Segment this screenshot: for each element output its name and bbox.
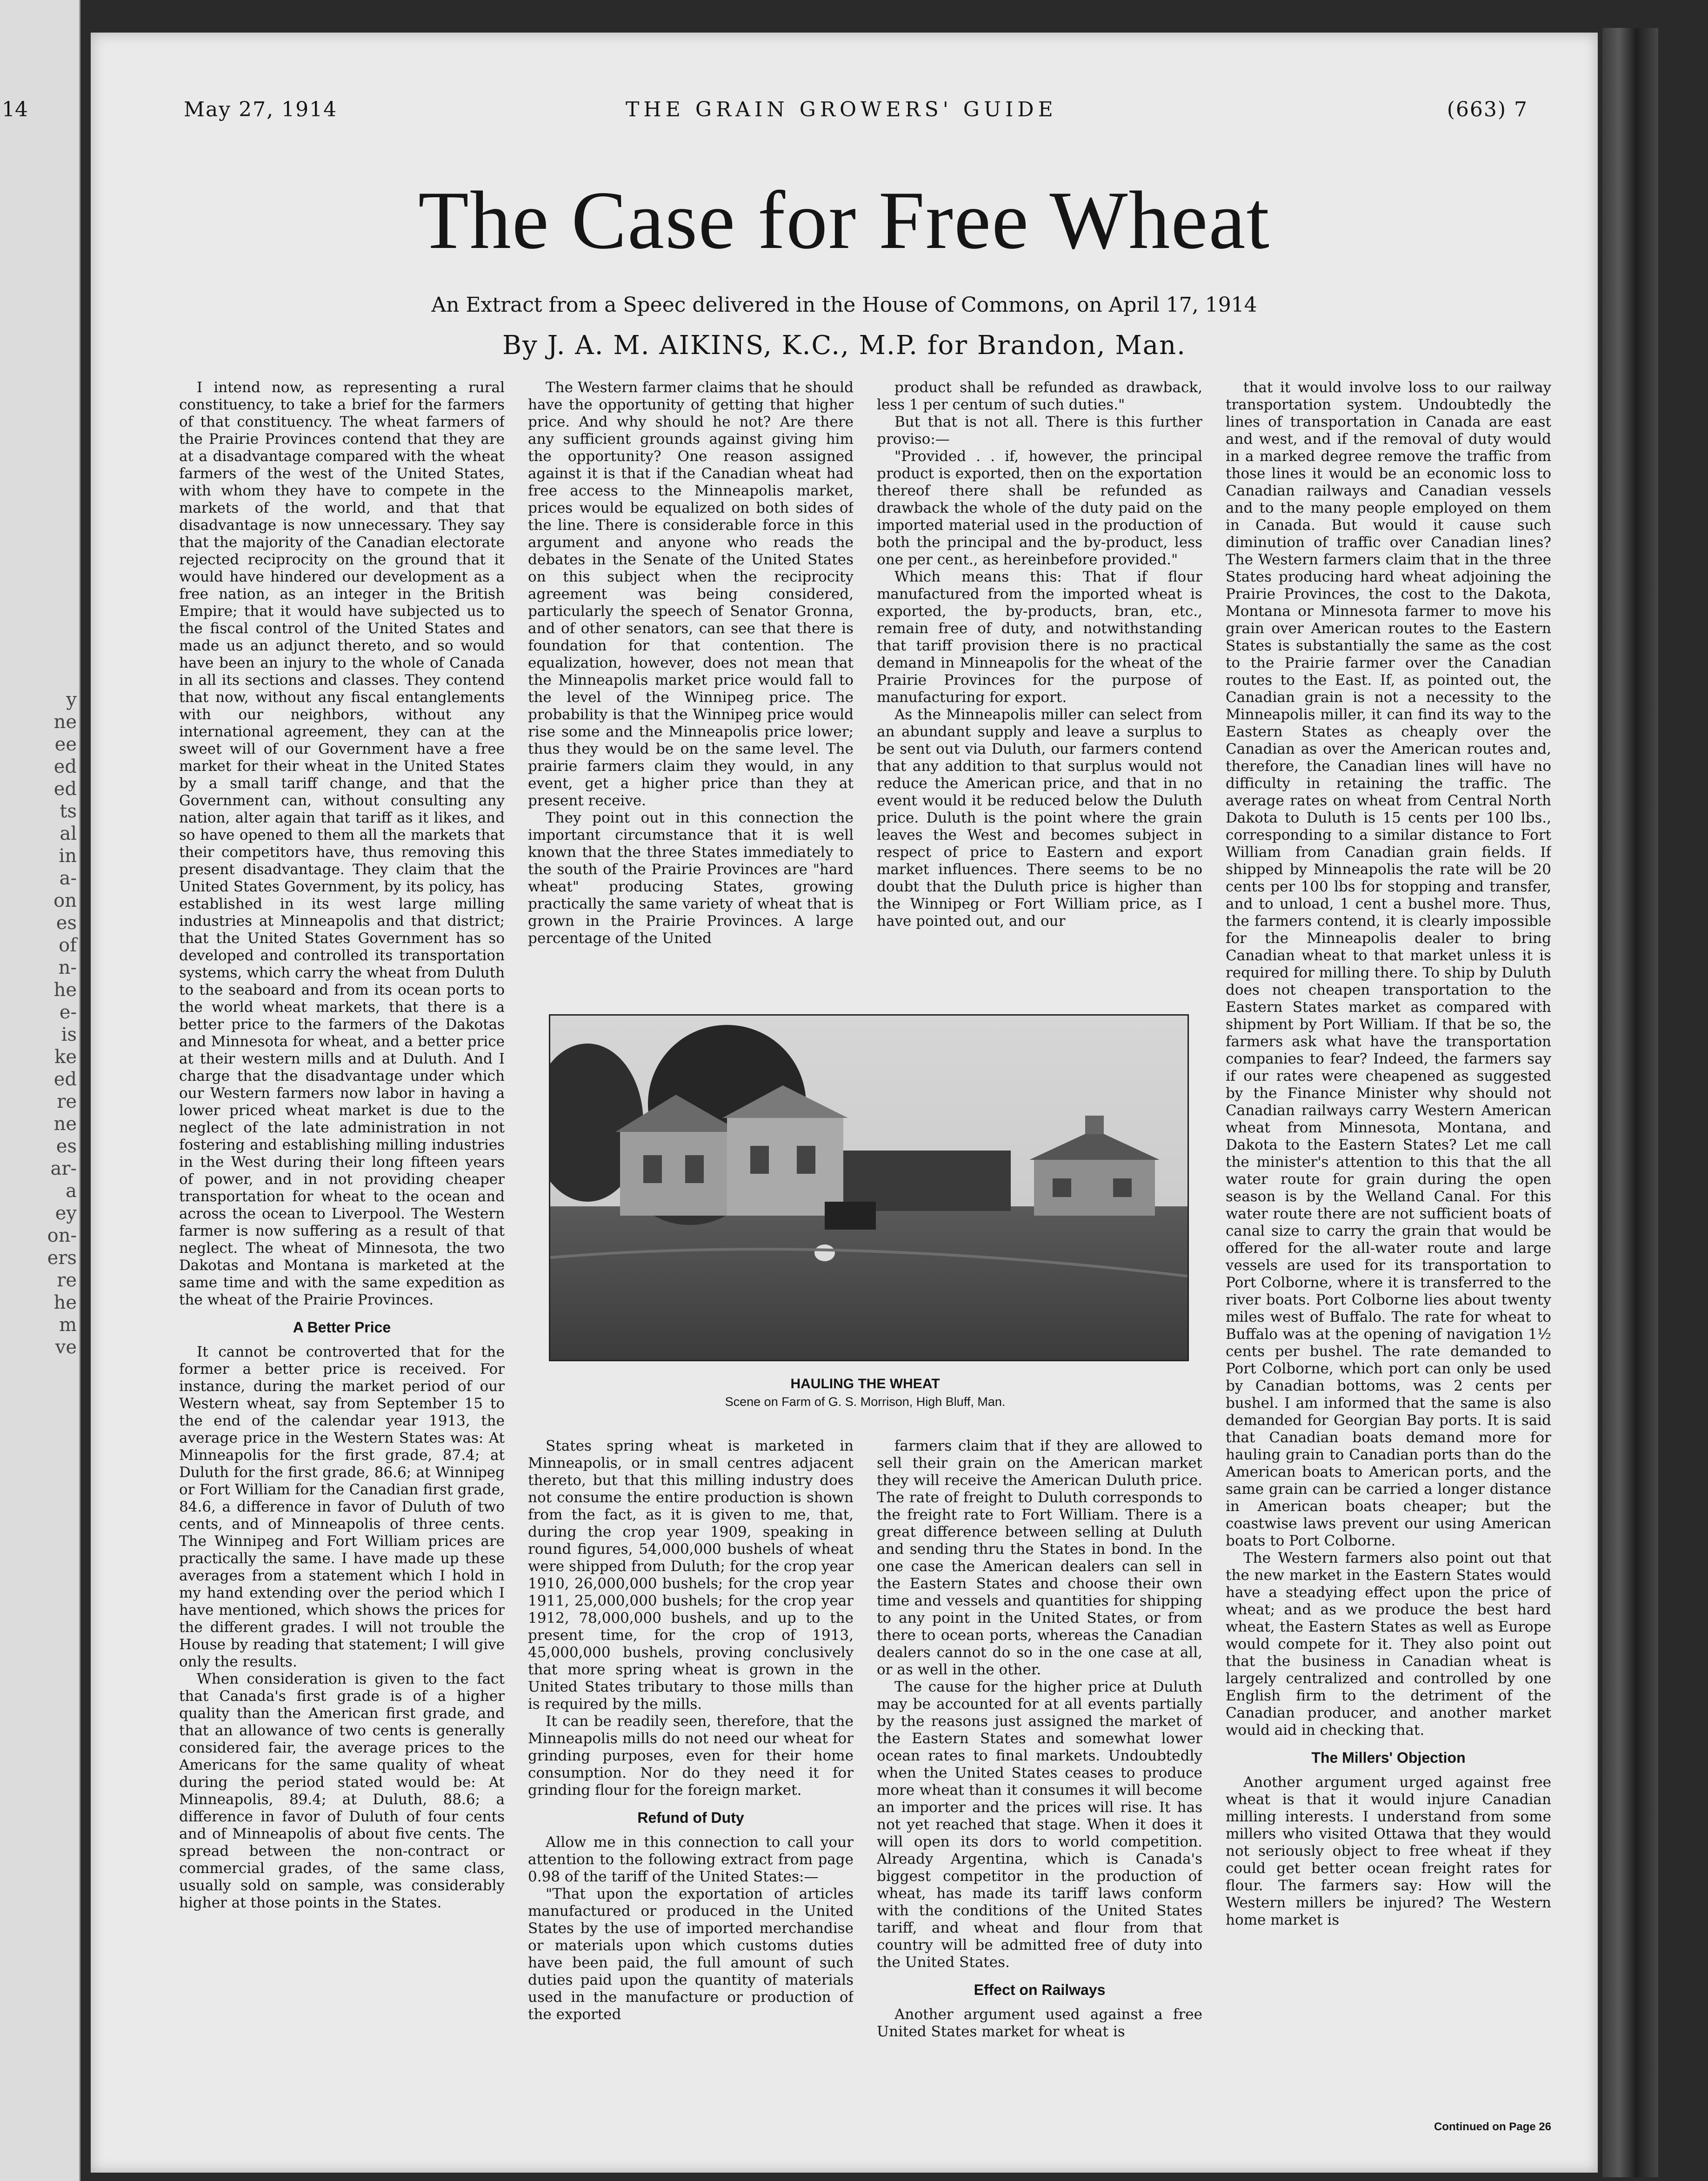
column-2 xyxy=(528,379,854,984)
column-2-lower xyxy=(528,1438,854,2117)
facing-page-fragment: ed xyxy=(53,778,77,800)
farm-photograph xyxy=(549,1014,1189,1361)
paragraph: "Provided . . if, however, the principal product is exported, then on the exportation thereof there shall be refunded as drawback the whole of the duty paid on the imported material used in the production of both the principal and the by-product, less one per cent., as hereinbefore provided." xyxy=(877,448,1202,568)
subheading: The Millers' Objection xyxy=(1311,1749,1466,1766)
subheading: Refund of Duty xyxy=(637,1809,744,1826)
paragraph: Allow me in this connection to call your attention to the following extract from page 0.98 of the tariff of the United States:— xyxy=(528,1834,854,1885)
paragraph: product shall be refunded as drawback, less 1 per centum of such duties." xyxy=(877,379,1202,413)
facing-page-fragment: in xyxy=(59,845,77,867)
paragraph: Which means this: That if flour manufactured from the imported wheat is exported, the by-products, bran, etc., remain free of duty, and notwithstanding that tariff provision there is no practical demand in Minneapolis for the wheat of the Prairie Provinces for the purpose of manufacturing for export. xyxy=(877,569,1202,706)
paragraph: Another argument urged against free wheat is that it would injure Canadian milling interests. I understand from some millers who visited Ottawa that they would not seriously object to free wheat if they could get better ocean freight rates for flour. The farmers say: How will the Western millers be injured? The Western home market is xyxy=(1226,1774,1551,1928)
facing-page-fragment: on- xyxy=(47,1225,77,1246)
paragraph: Another argument used against a free United States market for wheat is xyxy=(877,2006,1202,2040)
facing-page-fragment: ey xyxy=(55,1203,77,1224)
paragraph: I intend now, as representing a rural constituency, to take a brief for the farmers of that constituency. The wheat farmers of the Prairie Provinces contend that they are at a disadvantage compared with the wheat farmers of the west of the United States, with whom they have to compete in the markets of the world, and that that disadvantage is now unnecessary. They say that the majority of the Canadian electorate rejected reciprocity on the ground that it would have hindered our development as a free nation, as an integer in the British Empire; that it would have subjected us to the fiscal control of the United States and made us an adjunct thereto, and so would have been an injury to the whole of Canada in all its sections and classes. They contend that now, without any fiscal entanglements with our neighbors, without any international agreement, they can at the sweet will of our Government have a free market for their wheat in the United States by a small tariff change, and that the Government can, without consulting any nation, alter again that tariff as it likes, and so have opened to them all the markets that their competitors have, thus removing this present disadvantage. They claim that the United States Government, by its policy, has established in its west large milling industries at Minneapolis and that district; that the United States Government has so developed and controlled its transportation systems, which carry the wheat from Duluth to the seaboard and from its ocean ports to the world wheat markets, that there is a better price to the farmers of the Dakotas and Minnesota for wheat, and a better price at their western mills and at Duluth. And I charge that the disadvantage under which our Western farmers now labor in having a lower priced wheat market is due to the neglect of the late administration in not fostering and establishing milling industries in the West during their long fifteen years of power, and in not providing cheaper transportation for wheat to the ocean and across the ocean to Liverpool. The Western farmer is now suffering as a result of that neglect. The wheat of Minnesota, the two Dakotas and Montana is marketed at the same time and with the same expedition as the wheat of the Prairie Provinces. xyxy=(179,379,505,1308)
facing-page-fragment: ed xyxy=(53,756,77,777)
subheading: Effect on Railways xyxy=(974,1981,1106,1998)
facing-page-fragment: a- xyxy=(59,868,77,889)
facing-page-fragment: es xyxy=(56,1136,77,1157)
paragraph: But that is not all. There is this further proviso:— xyxy=(877,414,1202,448)
facing-page-fragment: ar- xyxy=(50,1158,77,1179)
facing-page-fragment: is xyxy=(61,1024,77,1045)
book-spine-edge xyxy=(1602,28,1658,2177)
article-subtitle: An Extract from a Speec delivered in the House of Commons, on April 17, 1914 xyxy=(431,293,1257,317)
article-byline: By J. A. M. AIKINS, K.C., M.P. for Brandon, Man. xyxy=(502,330,1186,361)
paragraph: They point out in this connection the important circumstance that it is well known that the three States immediately to the south of the Prairie Provinces are "hard wheat" producing States, growing practically the same variety of wheat that is grown in the Prairie Provinces. A large percentage of the United xyxy=(528,810,854,947)
page-number: (663) 7 xyxy=(1447,98,1528,121)
column-3-lower xyxy=(877,1438,1202,2117)
facing-page-fragment: ts xyxy=(60,801,77,822)
facing-page-fragment: of xyxy=(59,935,77,956)
facing-page-fragment: ee xyxy=(54,734,77,755)
facing-page-fragment: ed xyxy=(53,1069,77,1090)
publication-name: THE GRAIN GROWERS' GUIDE xyxy=(626,98,1057,121)
facing-page-fragment: re xyxy=(57,1270,77,1291)
column-1 xyxy=(179,379,505,2119)
facing-page-fragment: e- xyxy=(59,1002,77,1023)
facing-page-fragment: al xyxy=(60,823,77,844)
facing-page-edge xyxy=(0,0,80,2181)
issue-date: May 27, 1914 xyxy=(184,98,338,121)
paragraph: It can be readily seen, therefore, that the Minneapolis mills do not need our wheat for grinding purposes, even for their home consumption. Nor do they need it for grinding flour for the foreign market. xyxy=(528,1713,854,1799)
paragraph: When consideration is given to the fact that Canada's first grade is of a higher quality than the American first grade, and that an allowance of two cents is generally considered fair, the average prices to the Americans for the same quality of wheat during the period stated would be: At Minneapolis, 89.4; at Duluth, 88.6; a difference in favor of Duluth of four cents and of Minneapolis of about five cents. The spread between the non-contract or commercial grades, of the same class, usually sold on sample, was considerably higher at those points in the States. xyxy=(179,1671,505,1911)
paragraph: States spring wheat is marketed in Minneapolis, or in small centres adjacent thereto, but that this milling industry does not consume the entire production is shown from the fact, as it is given to me, that, during the crop year 1909, speaking in round figures, 54,000,000 bushels of wheat were shipped from Duluth; for the crop year 1910, 26,000,000 bushels; for the crop year 1911, 25,000,000 bushels; for the crop year 1912, 78,000,000 bushels, and up to the present time, for the crop of 1913, 45,000,000 bushels, proving conclusively that more spring wheat is grown in the United States tributary to those mills than is required by the mills. xyxy=(528,1438,854,1713)
photo-caption: Scene on Farm of G. S. Morrison, High Bluff, Man. xyxy=(725,1395,1006,1409)
paragraph: "That upon the exportation of articles manufactured or produced in the United States by the use of imported merchandise or materials upon which customs duties have been paid, the full amount of such duties paid upon the quantity of materials used in the manufacture or production of the exported xyxy=(528,1886,854,2023)
facing-page-number: 14 xyxy=(2,98,28,121)
facing-page-fragment: he xyxy=(53,1292,77,1313)
facing-page-fragment: he xyxy=(53,979,77,1001)
facing-page-fragment: ve xyxy=(55,1337,77,1358)
facing-page-fragment: ne xyxy=(53,1113,77,1135)
column-3 xyxy=(877,379,1202,984)
facing-page-fragment: es xyxy=(56,912,77,934)
article-headline: The Case for Free Wheat xyxy=(418,174,1270,266)
column-4 xyxy=(1226,379,1551,2121)
facing-page-fragment: y xyxy=(66,689,77,710)
photo-caption-title: HAULING THE WHEAT xyxy=(790,1376,940,1392)
facing-page-fragments xyxy=(0,689,77,1358)
paragraph: It cannot be controverted that for the former a better price is received. For instance, during the market period of our Western wheat, say from September 15 to the end of the calendar year 1913, the average price in the Western States was: At Minneapolis for the first grade, 87.4; at Duluth for the first grade, 86.6; at Winnipeg or Fort William for the Canadian first grade, 84.6, a difference in favor of Duluth of two cents, and of Minneapolis of three cents. The Winnipeg and Fort William prices are practically the same. I have made up these averages from a statement which I hold in my hand extending over the period which I have mentioned, which shows the prices for the different grades. I will not trouble the House by reading that statement; I will give only the results. xyxy=(179,1344,505,1670)
paragraph: The cause for the higher price at Duluth may be accounted for at all events partially by the reasons just assigned the market of the Eastern States and somewhat lower ocean rates to final markets. Undoubtedly when the United States ceases to produce more wheat than it consumes it will become an importer and the prices will rise. It has not yet reached that stage. When it does it will open its dors to world competition. Already Argentina, which is Canada's biggest competitor in the production of wheat, has made its tariff laws conform with the conditions of the United States tariff, and wheat and flour from that country will be admitted free of duty into the United States. xyxy=(877,1679,1202,1971)
facing-page-fragment: ers xyxy=(47,1247,77,1269)
facing-page-fragment: m xyxy=(59,1314,77,1336)
paragraph: The Western farmer claims that he should have the opportunity of getting that higher price. And why should he not? Are there any sufficient grounds against giving him the opportunity? One reason assigned against it is that if the Canadian wheat had free access to the Minneapolis market, prices would be equalized on both sides of the line. There is considerable force in this argument and anyone who reads the debates in the Senate of the United States on this subject when the reciprocity agreement was being considered, particularly the speech of Senator Gronna, and of other senators, can see that there is foundation for that contention. The equalization, however, does not mean that the Minneapolis market price would fall to the level of the Winnipeg price. The probability is that the Winnipeg price would rise some and the Minneapolis price lower; thus they would be on the same level. The prairie farmers claim they would, in any event, get a higher price than they at present receive. xyxy=(528,379,854,809)
paragraph: The Western farmers also point out that the new market in the Eastern States would have a steadying effect upon the price of wheat; and as we produce the best hard wheat, the Eastern States as well as Europe would compete for it. They also point out that the business in Canadian wheat is largely centralized and controlled by one English firm to the detriment of the Canadian producer, and another market would aid in checking that. xyxy=(1226,1550,1551,1739)
facing-page-fragment: n- xyxy=(58,957,77,978)
paragraph: that it would involve loss to our railway transportation system. Undoubtedly the lines of transportation in Canada are east and west, and if the removal of duty would in a marked degree remove the traffic from those lines it would be an economic loss to Canadian railways and Canadian vessels and to the many people employed on them in Canada. But would it cause such diminution of traffic over Canadian lines? The Western farmers claim that in the three States producing hard wheat adjoining the Prairie Provinces, the cost to the Dakota, Montana or Minnesota farmer to move his grain over American routes to the Eastern States is substantially the same as the cost to the Prairie farmer over the Canadian routes to the East. If, as pointed out, the Canadian grain is not a necessity to the Minneapolis miller, it can find its way to the Eastern States as cheaply over the Canadian as over the American routes and, therefore, the Canadian lines will have no difficulty in retaining the traffic. The average rates on wheat from Central North Dakota to Duluth is 15 cents per 100 lbs., corresponding to a similar distance to Fort William from Canadian grain fields. If shipped by Minneapolis the rate will be 20 cents per 100 lbs for stopping and transfer, and to unload, 1 cent a bushel more. Thus, the farmers contend, it is clearly impossible for the Minneapolis dealer to bring Canadian wheat to that market unless it is required for milling there. To ship by Duluth does not cheapen transportation to the Eastern States market as compared with shipment by Port William. If that be so, the farmers ask what have the transportation companies to fear? Indeed, the farmers say if our rates were cheapened as suggested by the Finance Minister why should not Canadian railways carry Western American wheat from Minnesota, Montana, and Dakota to the Eastern States? Let me call the minister's attention to this that the all water route for grain during the open season is by the Welland Canal. For this water route there are not sufficient boats of canal size to carry the grain that would be offered for the all-water route and large vessels are used for its transportation to Port Colborne, where it is transferred to the river boats. Port Colborne lies about twenty miles west of Buffalo. The rate for wheat to Buffalo was at the opening of navigation 1½ cents per bushel. The rate demanded to Port Colborne, which port can only be used by Canadian bottoms, was 2 cents per bushel. I am informed that the same is also demanded for Georgian Bay ports. It is said that Canadian boats demand more for hauling grain to Canadian ports than do the American boats to American ports, and the same grain can be carried a longer distance in American boats cheaper; but the coastwise laws prevent our using American boats to Port Colborne. xyxy=(1226,379,1551,1549)
facing-page-fragment: ne xyxy=(53,711,77,733)
paragraph: As the Minneapolis miller can select from an abundant supply and leave a surplus to be sent out via Duluth, our farmers contend that any addition to that surplus would not reduce the American price, and that in no event would it be reduced below the Duluth price. Duluth is the point where the grain leaves the West and becomes subject in respect of price to Eastern and export market influences. There seems to be no doubt that the Duluth price is higher than the Winnipeg or Fort William price, as I have pointed out, and our xyxy=(877,706,1202,930)
facing-page-fragment: on xyxy=(53,890,77,911)
continuation-note: Continued on Page 26 xyxy=(1434,2121,1551,2133)
facing-page-fragment: ke xyxy=(54,1046,77,1068)
subheading: A Better Price xyxy=(293,1319,391,1336)
facing-page-fragment: re xyxy=(57,1091,77,1112)
facing-page-fragment: a xyxy=(66,1180,77,1202)
paragraph: farmers claim that if they are allowed to sell their grain on the American market they will receive the American Duluth price. The rate of freight to Duluth corresponds to the freight rate to Fort William. There is a great difference between selling at Duluth and sending thru the States in bond. In the one case the American dealers can sell in the Eastern States and choose their own time and vessels and quantities for shipping to any point in the United States, or from there to ocean ports, whereas the Canadian dealers cannot do so in the one case at all, or as well in the other. xyxy=(877,1438,1202,1678)
newspaper-page xyxy=(91,33,1598,2173)
